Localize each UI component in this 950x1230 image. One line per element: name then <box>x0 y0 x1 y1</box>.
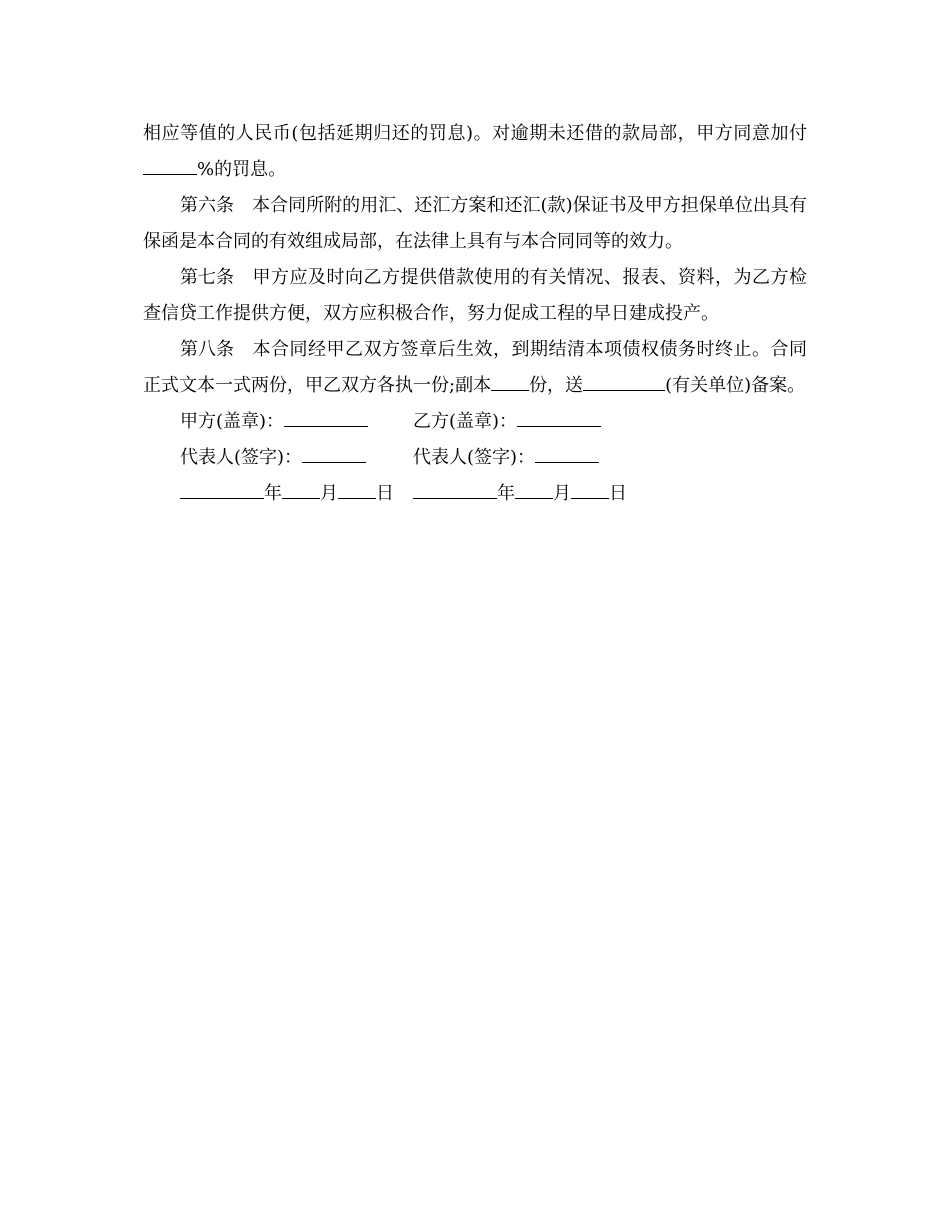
penalty-suffix: %的罚息。 <box>197 159 287 180</box>
party-b-month-blank[interactable] <box>515 478 553 499</box>
party-b-rep <box>413 440 599 476</box>
party-a-seal-label: 甲方(盖章)： <box>180 411 285 432</box>
party-a-seal-blank[interactable] <box>284 406 368 427</box>
party-b-rep-label: 代表人(签字)： <box>413 447 536 468</box>
party-b-day-blank[interactable] <box>571 478 609 499</box>
party-a-rep-blank[interactable] <box>302 442 366 463</box>
article-6 <box>143 188 807 260</box>
party-a-rep-label: 代表人(签字)： <box>180 447 303 468</box>
party-a-seal <box>180 404 368 440</box>
representative-row <box>143 440 807 476</box>
party-b-date <box>413 476 627 512</box>
party-b-year-label: 年 <box>497 483 515 504</box>
party-b-seal-blank[interactable] <box>517 406 601 427</box>
penalty-prefix: 付 <box>789 123 807 144</box>
article-7-label: 第七条 <box>180 267 234 288</box>
party-a-year-label: 年 <box>264 483 282 504</box>
contract-page <box>143 116 807 512</box>
party-b-year-blank[interactable] <box>413 478 497 499</box>
party-b-seal-label: 乙方(盖章)： <box>413 411 518 432</box>
article-8-text-b: 份，送 <box>529 375 584 396</box>
article-7-text: 甲方应及时向乙方提供借款使用的有关情况、报表、资料，为乙方检查信贷工作提供方便，双方应积极合作，努力促成工程的早日建成投产。 <box>143 267 807 324</box>
party-b-day-label: 日 <box>609 483 627 504</box>
party-a-month-blank[interactable] <box>282 478 320 499</box>
article-8 <box>143 332 807 404</box>
date-row <box>143 476 807 512</box>
party-a-month-label: 月 <box>320 483 338 504</box>
party-a-day-label: 日 <box>376 483 394 504</box>
paragraph-penalty <box>143 116 807 188</box>
article-8-label: 第八条 <box>180 339 234 360</box>
party-b-seal <box>413 404 601 440</box>
party-b-month-label: 月 <box>553 483 571 504</box>
party-a-rep <box>180 440 366 476</box>
article-8-text-c: (有关单位)备案。 <box>665 375 806 396</box>
penalty-line-1: 相应等值的人民币(包括延期归还的罚息)。对逾期未还借的款局部，甲方同意加 <box>143 123 789 144</box>
penalty-rate-blank[interactable] <box>143 154 197 175</box>
copies-count-blank[interactable] <box>491 370 529 391</box>
article-6-label: 第六条 <box>180 195 234 216</box>
filing-unit-blank[interactable] <box>583 370 665 391</box>
article-7 <box>143 260 807 332</box>
party-b-rep-blank[interactable] <box>535 442 599 463</box>
article-8-text-a: 本合同经甲乙双方签章后生效，到期结清本项债权债务时终止。合同正式文本一式两份，甲乙双方各执一份;副本 <box>143 339 807 396</box>
article-6-text: 本合同所附的用汇、还汇方案和还汇(款)保证书及甲方担保单位出具有保函是本合同的有效组成局部，在法律上具有与本合同同等的效力。 <box>143 195 807 252</box>
seal-row <box>143 404 807 440</box>
party-a-date <box>180 476 394 512</box>
party-a-day-blank[interactable] <box>338 478 376 499</box>
party-a-year-blank[interactable] <box>180 478 264 499</box>
